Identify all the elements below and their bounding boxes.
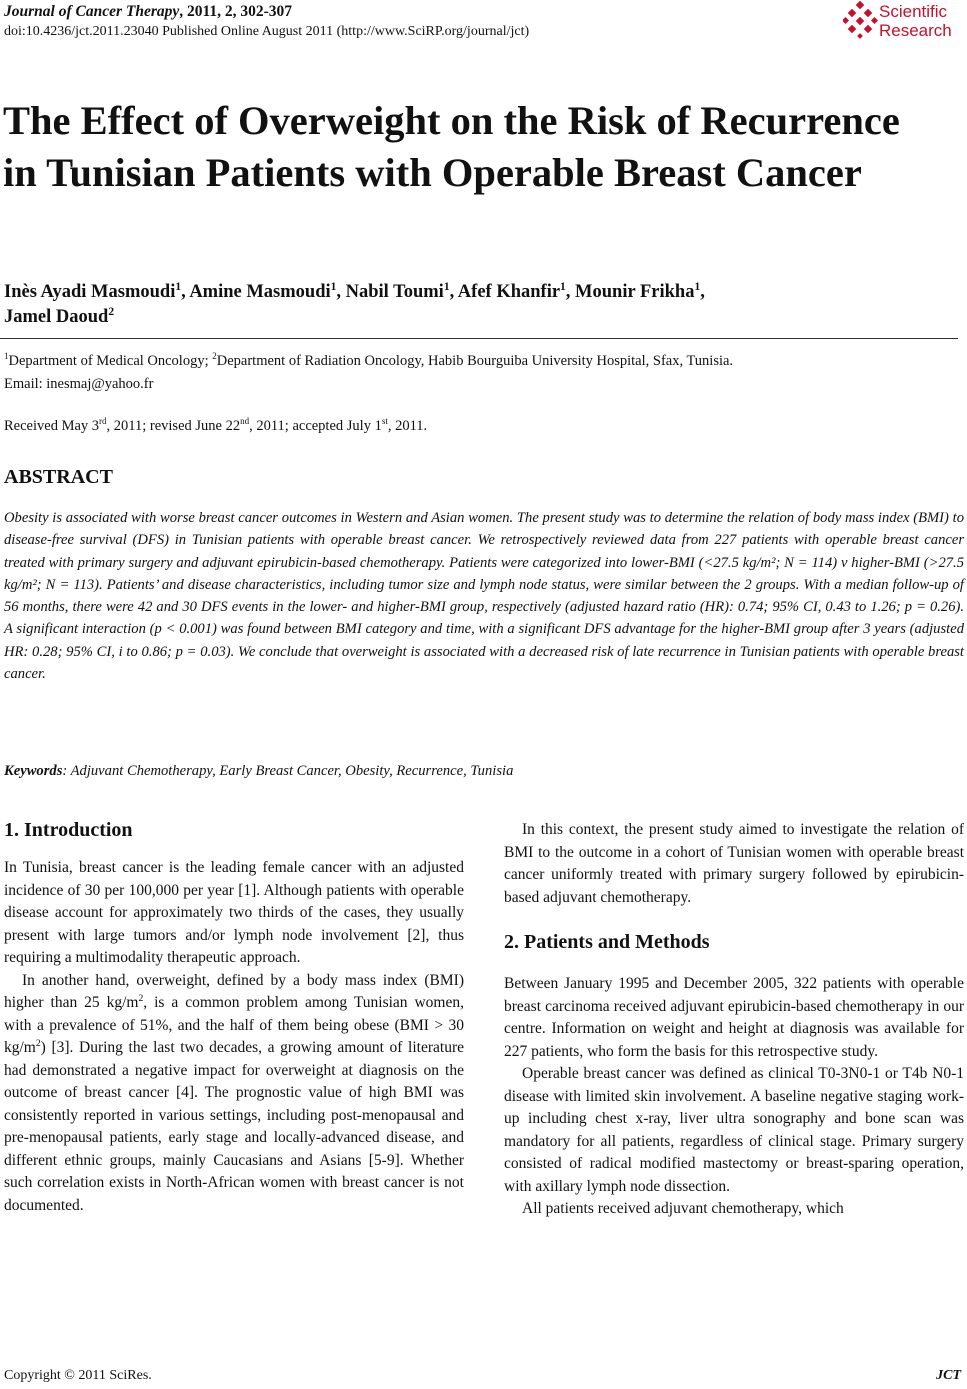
logo-text [879,2,952,40]
journal-header [4,2,292,22]
author-4: Afef Khanfir$^1$, [457,280,576,302]
affiliation-2: Department of Radiation Oncology, Habib Bourguiba University Hospital, Sfax, Tunisia. [216,353,734,369]
affiliation-2-number: 2 [212,351,217,362]
keywords-label: Keywords [4,763,63,779]
paper-title: The Effect of Overweight on the Risk of Recurrence in Tunisian Patients with Operable Breast Cancer [3,98,900,195]
intro-paragraph-2: In another hand, overweight, defined by a body mass index (BMI) higher than 25 $kg/m^2$, is a common problem among Tunisian women, with a prevalence of 51%, and the half of them being obese (BMI > 30 $kg/m^2$) [3]. During the last two decades, a growing amount of literature had demonstrated a negative impact for overweight at diagnosis on the outcome of breast cancer [4]. The prognostic value of high BMI was consistently reported in various settings, including post-menopausal and pre-menopausal patients, early stage and locally-advanced disease, and different ethnic groups, mainly Caucasians and Asians [5-9]. Whether such correlation exists in North-African women with breast cancer is not documented. [4,971,464,1214]
introduction-heading: 1. Introduction [4,819,133,841]
author-2: Amine Masmoudi$^1$, [189,280,346,302]
author-5: Mounir Frikha$^1$, [575,280,705,302]
doi-line: doi:10.4236/jct.2011.23040 Published Online August 2011 (http://www.SciRP.org/journal/jct) [4,24,530,39]
footer-copyright: Copyright © 2011 SciRes. [4,1368,152,1383]
journal-volume-pages: , 2011, 2, 302-307 [179,3,293,20]
author-1: Inès Ayadi Masmoudi$^1$, [4,280,190,302]
methods-paragraph-3: All patients received adjuvant chemotherapy, which [522,1200,844,1217]
author-6: Jamel Daoud$^2$ [4,305,115,327]
affiliation-1: Department of Medical Oncology; [8,353,213,369]
methods-heading: 2. Patients and Methods [504,931,710,953]
received-dates: Received May 3rd, 2011; revised June 22nd, 2011; accepted July 1st, 2011. [4,416,428,434]
abstract-text: Obesity is associated with worse breast cancer outcomes in Western and Asian women. The present study was to determine the relation of body mass index (BMI) to disease-free survival (DFS) in Tunisian patients with operable breast cancer. We retrospectively reviewed data from 227 patients with operable breast cancer treated with primary surgery and adjuvant epirubicin-based chemotherapy. Patients were categorized into lower-BMI (<27.5 kg/m²; N = 114) v higher-BMI (>27.5 kg/m²; N = 113). Patients’ and disease characteristics, including tumor size and lymph node status, were similar between the 2 groups. With a median follow-up of 56 months, there were 42 and 30 DFS events in the lower- and higher-BMI group, respectively (adjusted hazard ratio (HR): 0.74; 95% CI, 0.43 to 1.26; p = 0.26). A significant interaction (p < 0.001) was found between BMI category and time, with a significant DFS advantage for the higher-BMI group after 3 years (adjusted HR: 0.28; 95% CI, i to 0.86; p = 0.03). We conclude that overweight is associated with a decreased risk of late recurrence in Tunisian patients with operable breast cancer. [4,510,964,683]
left-column [4,817,464,1217]
keywords [4,760,964,782]
logo-mark-icon [843,0,879,40]
footer-journal-abbr: JCT [936,1368,961,1383]
header-divider [0,338,958,339]
right-column [504,819,964,1221]
affiliations [4,351,959,371]
author-3: Nabil Toumi$^1$, [345,280,458,302]
author-list [4,280,954,330]
journal-name: Journal of Cancer Therapy [4,3,180,20]
methods-paragraph-1: Between January 1995 and December 2005, 322 patients with operable breast carcinoma received adjuvant epirubicin-based chemotherapy in our centre. Information on weight and height at diagnosis was available for 227 patients, who form the basis for this retrospective study. [504,975,964,1060]
intro-paragraph-1: In Tunisia, breast cancer is the leading female cancer with an adjusted incidence of 30 per 100,000 per year [1]. Although patients with operable disease account for approximately two thirds of the cases, they usually present with large tumors and/or lymph node involvement [2], thus requiring a multimodality therapeutic approach. [4,859,464,966]
logo-line-1: Scientific [879,2,948,21]
affiliation-1-number: 1 [4,351,9,362]
author-email: Email: inesmaj@yahoo.fr [4,376,154,392]
keywords-list: : Adjuvant Chemotherapy, Early Breast Cancer, Obesity, Recurrence, Tunisia [62,763,514,779]
scientific-research-logo [843,0,965,44]
logo-line-2: Research [879,21,952,40]
abstract-heading: ABSTRACT [4,466,113,488]
methods-paragraph-2: Operable breast cancer was defined as clinical T0-3N0-1 or T4b N0-1 disease with limited skin involvement. A baseline negative staging work-up including chest x-ray, liver ultra sonography and bone scan was mandatory for all patients, regardless of clinical stage. Primary surgery consisted of radical modified mastectomy or breast-sparing operation, with axillary lymph node dissection. [504,1065,964,1195]
intro-paragraph-3: In this context, the present study aimed to investigate the relation of BMI to the outcome in a cohort of Tunisian women with operable breast cancer uniformly treated with primary surgery followed by epirubicin-based adjuvant chemotherapy. [504,821,964,906]
